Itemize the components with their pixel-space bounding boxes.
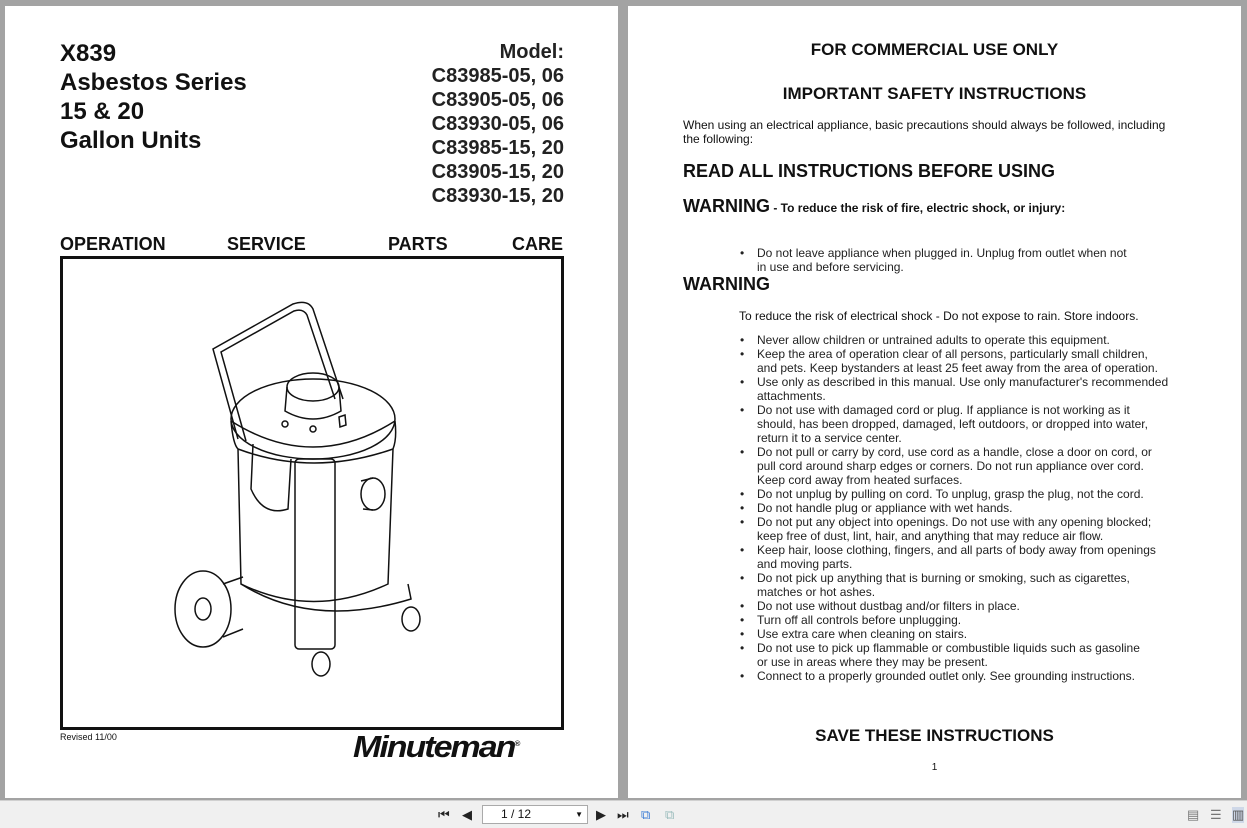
single-page-view-icon[interactable]: ▤ (1187, 807, 1200, 822)
section-parts: PARTS (388, 234, 448, 254)
logo-text: Minuteman (353, 729, 515, 765)
section-care: CARE (512, 234, 564, 254)
model-number: C83985-15, 20 (431, 137, 564, 159)
list-item: • Use extra care when cleaning on stairs. (740, 627, 1168, 641)
page-display: 1 / 12 (501, 807, 532, 821)
two-page-view-icon[interactable]: ▥ (1232, 807, 1245, 822)
vacuum-illustration (63, 259, 561, 727)
warning-shock-heading: WARNING (683, 274, 770, 294)
continuous-view-icon[interactable]: ☰ (1210, 807, 1222, 822)
model-number: C83930-15, 20 (431, 185, 564, 207)
warning-subtitle: - To reduce the risk of fire, electric shock, or injury: (770, 201, 1066, 215)
safety-heading: IMPORTANT SAFETY INSTRUCTIONS (782, 84, 1087, 103)
safety-list (740, 333, 1168, 683)
pdf-viewer-toolbar (0, 800, 1247, 828)
model-list (432, 40, 564, 208)
minuteman-logo (353, 730, 520, 765)
list-item: • Do not use without dustbag and/or filters in place. (740, 599, 1168, 613)
chevron-down-icon[interactable]: ▼ (575, 810, 583, 819)
model-number: C83905-15, 20 (431, 161, 564, 183)
model-label: Model: (499, 41, 564, 63)
warning-fire-heading (683, 196, 1065, 217)
list-item: • Never allow children or untrained adults to operate this equipment. (740, 333, 1168, 347)
registered-mark: ® (514, 739, 521, 748)
title-line: 15 & 20 (60, 98, 145, 125)
list-item: • Keep the area of operation clear of all persons, particularly small children, and pets. Keep bystanders at least 25 feet away from the area of operation. (740, 347, 1168, 375)
list-item: • Do not use to pick up flammable or combustible liquids such as gasoline or use in areas where they may be present. (740, 641, 1168, 669)
manual-cover-page (5, 6, 618, 798)
safety-instructions-page (628, 6, 1241, 798)
section-service: SERVICE (227, 234, 306, 254)
fit-width-icon[interactable]: ⧉ (665, 807, 675, 822)
list-item: • Do not handle plug or appliance with wet hands. (740, 501, 1168, 515)
warning-label: WARNING (683, 196, 770, 216)
first-page-icon[interactable]: ⏮ (438, 807, 450, 822)
revision-date: Revised 11/00 (60, 732, 117, 742)
list-item: • Do not pull or carry by cord, use cord as a handle, close a door on cord, or pull cord around sharp edges or corners. Do not run appliance over cord. Keep cord away from heated surfaces. (740, 445, 1168, 487)
save-instructions-heading: SAVE THESE INSTRUCTIONS (815, 726, 1054, 745)
title-line: Asbestos Series (60, 69, 247, 96)
list-item: • Connect to a properly grounded outlet only. See grounding instructions. (740, 669, 1168, 683)
product-illustration-frame (60, 256, 564, 730)
fit-page-icon[interactable]: ⧉ (641, 807, 651, 822)
read-all-heading: READ ALL INSTRUCTIONS BEFORE USING (683, 161, 1056, 181)
list-item: • Do not leave appliance when plugged in. Unplug from outlet when not in use and before servicing. (740, 246, 1127, 274)
warning-shock-text: To reduce the risk of electrical shock - Do not expose to rain. Store indoors. (739, 309, 1139, 323)
title-line: Gallon Units (60, 127, 202, 154)
warning-fire-list (740, 232, 1127, 288)
commercial-use-heading: FOR COMMERCIAL USE ONLY (810, 40, 1059, 59)
intro-text: When using an electrical appliance, basic precautions should always be followed, including the following: (683, 118, 1166, 146)
manual-title (60, 39, 247, 155)
page-number: 1 (931, 762, 938, 773)
list-item: • Do not put any object into openings. Do not use with any opening blocked; keep free of dust, lint, hair, and anything that may reduce air flow. (740, 515, 1168, 543)
list-item: • Use only as described in this manual. Use only manufacturer's recommended attachments. (740, 375, 1168, 403)
model-number: C83985-05, 06 (431, 65, 564, 87)
list-item: • Do not use with damaged cord or plug. If appliance is not working as it should, has been dropped, damaged, left outdoors, or dropped into water, return it to a service center. (740, 403, 1168, 445)
page-selector[interactable] (482, 805, 588, 824)
next-page-icon[interactable]: ▶ (596, 807, 606, 822)
last-page-icon[interactable]: ⏭ (617, 807, 629, 822)
title-line: X839 (60, 40, 117, 67)
list-item: • Do not pick up anything that is burning or smoking, such as cigarettes, matches or hot ashes. (740, 571, 1168, 599)
list-item: • Do not unplug by pulling on cord. To unplug, grasp the plug, not the cord. (740, 487, 1168, 501)
previous-page-icon[interactable]: ◀ (462, 807, 472, 822)
list-item: • Keep hair, loose clothing, fingers, and all parts of body away from openings and moving parts. (740, 543, 1168, 571)
section-operation: OPERATION (60, 234, 166, 254)
model-number: C83930-05, 06 (431, 113, 564, 135)
model-number: C83905-05, 06 (431, 89, 564, 111)
list-item: • Turn off all controls before unplugging. (740, 613, 1168, 627)
